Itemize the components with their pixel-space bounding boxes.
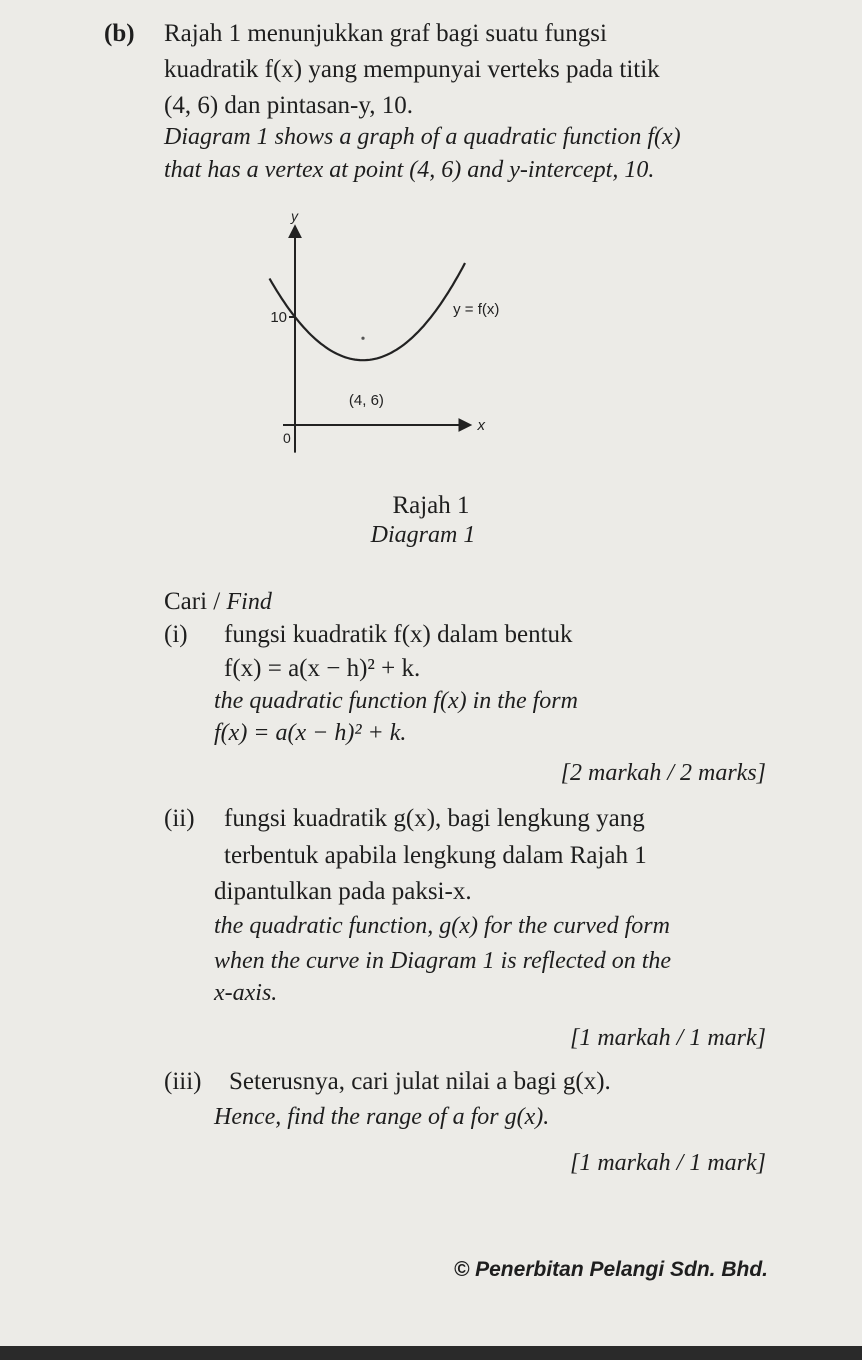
part-i-english-line-2: f(x) = a(x − h)² + k.	[214, 720, 407, 746]
y-tick-label: 10	[270, 309, 287, 326]
vertex-label: (4, 6)	[348, 392, 384, 410]
part-i-english-line-1: the quadratic function f(x) in the form	[214, 688, 578, 714]
x-axis-label: x	[477, 417, 485, 434]
find-heading	[164, 588, 272, 616]
publisher-credit: © Penerbitan Pelangi Sdn. Bhd.	[453, 1258, 768, 1281]
quadratic-curve	[270, 263, 466, 360]
question-malay-line-3: (4, 6) dan pintasan-y, 10.	[164, 92, 414, 119]
question-english-line-1: Diagram 1 shows a graph of a quadratic function f(x)	[164, 124, 681, 150]
part-ii-malay-line-1: fungsi kuadratik g(x), bagi lengkung yang	[224, 805, 645, 832]
part-ii-english-line-3: x-axis.	[214, 980, 278, 1006]
page-bottom-edge	[0, 1346, 862, 1360]
part-iii-marks: [1 markah / 1 mark]	[570, 1150, 766, 1176]
part-iii-label: (iii)	[164, 1068, 202, 1095]
curve-label: y = f(x)	[453, 300, 500, 318]
part-i-label: (i)	[164, 621, 188, 648]
part-ii-english-line-2: when the curve in Diagram 1 is reflected on the	[214, 948, 672, 974]
origin-label: 0	[283, 430, 291, 446]
diagram-caption-malay: Rajah 1	[392, 492, 470, 519]
question-english-line-2: that has a vertex at point (4, 6) and y-intercept, 10.	[164, 157, 655, 183]
question-label: (b)	[104, 20, 135, 47]
diagram-caption-english: Diagram 1	[370, 522, 476, 548]
quadratic-graph	[250, 205, 550, 467]
part-ii-malay-line-3: dipantulkan pada paksi-x.	[214, 878, 472, 905]
part-i-marks: [2 markah / 2 marks]	[560, 760, 766, 786]
vertex-point	[361, 337, 364, 340]
find-heading-english: Find	[226, 589, 272, 615]
part-ii-malay-line-2: terbentuk apabila lengkung dalam Rajah 1	[224, 842, 647, 869]
part-iii-malay-line-1: Seterusnya, cari julat nilai a bagi g(x).	[229, 1068, 611, 1095]
part-ii-marks: [1 markah / 1 mark]	[570, 1025, 766, 1051]
part-i-malay-line-1: fungsi kuadratik f(x) dalam bentuk	[224, 621, 573, 648]
part-i-malay-line-2: f(x) = a(x − h)² + k.	[224, 655, 421, 682]
find-heading-separator: /	[207, 588, 227, 615]
part-ii-english-line-1: the quadratic function, g(x) for the curved form	[214, 913, 670, 939]
find-heading-malay: Cari	[164, 588, 208, 615]
question-malay-line-1: Rajah 1 menunjukkan graf bagi suatu fungsi	[164, 20, 607, 47]
y-axis-label: y	[291, 208, 298, 224]
part-ii-label: (ii)	[164, 805, 195, 832]
part-iii-english-line-1: Hence, find the range of a for g(x).	[214, 1104, 550, 1130]
question-malay-line-2: kuadratik f(x) yang mempunyai verteks pada titik	[164, 56, 660, 83]
